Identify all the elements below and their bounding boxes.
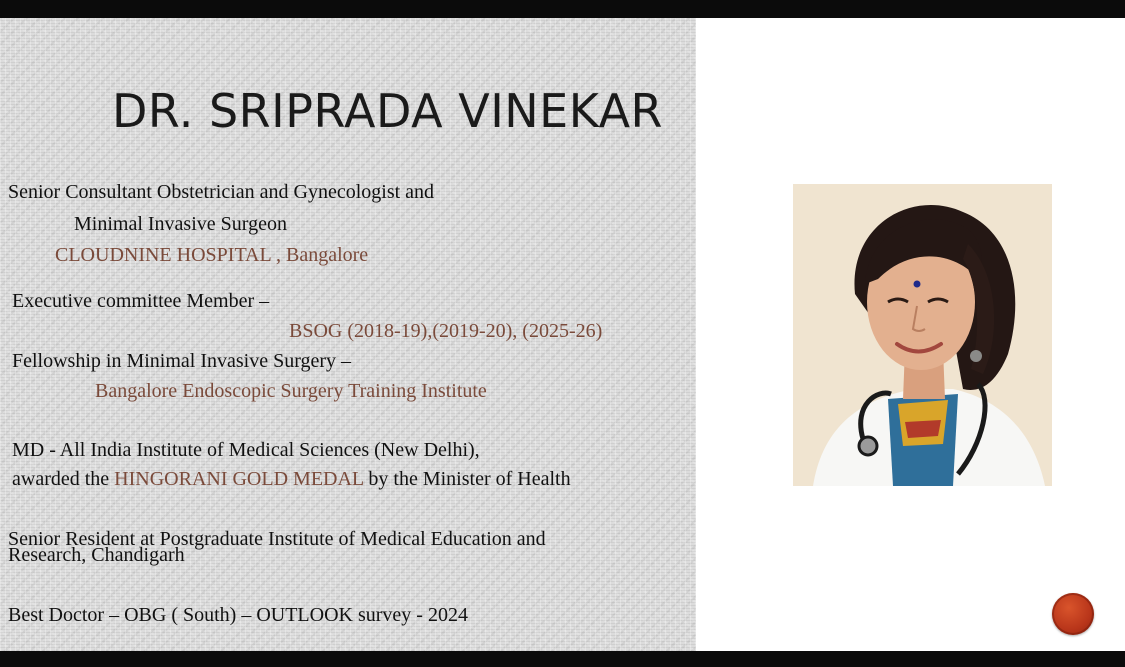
next-slide-button[interactable]	[1052, 593, 1094, 635]
committee-label: Executive committee Member –	[12, 290, 270, 312]
award-suffix: by the Minister of Health	[363, 468, 571, 490]
best-doctor-line: Best Doctor – OBG ( South) – OUTLOOK survey - 2024	[8, 604, 468, 626]
award-line	[12, 467, 571, 491]
doctor-portrait	[793, 184, 1052, 486]
hospital-name: CLOUDNINE HOSPITAL , Bangalore	[55, 244, 369, 266]
residency-line-2: Research, Chandigarh	[8, 544, 185, 566]
text-panel	[0, 18, 696, 651]
fellowship-label: Fellowship in Minimal Invasive Surgery –	[12, 350, 352, 372]
award-prefix: awarded the	[12, 468, 115, 490]
fellowship-detail: Bangalore Endoscopic Surgery Training Institute	[95, 380, 487, 402]
residency-line-1: Senior Resident at Postgraduate Institute of Medical Education and	[8, 528, 546, 550]
role-line-2: Minimal Invasive Surgeon	[74, 213, 287, 235]
committee-detail: BSOG (2018-19),(2019-20), (2025-26)	[289, 320, 603, 342]
md-line: MD - All India Institute of Medical Sciences (New Delhi),	[12, 439, 480, 461]
role-line-1: Senior Consultant Obstetrician and Gynecologist and	[8, 181, 435, 203]
award-highlight: HINGORANI GOLD MEDAL	[114, 468, 364, 490]
slide-title: DR. SRIPRADA VINEKAR	[112, 84, 664, 138]
presentation-slide	[0, 18, 1125, 651]
